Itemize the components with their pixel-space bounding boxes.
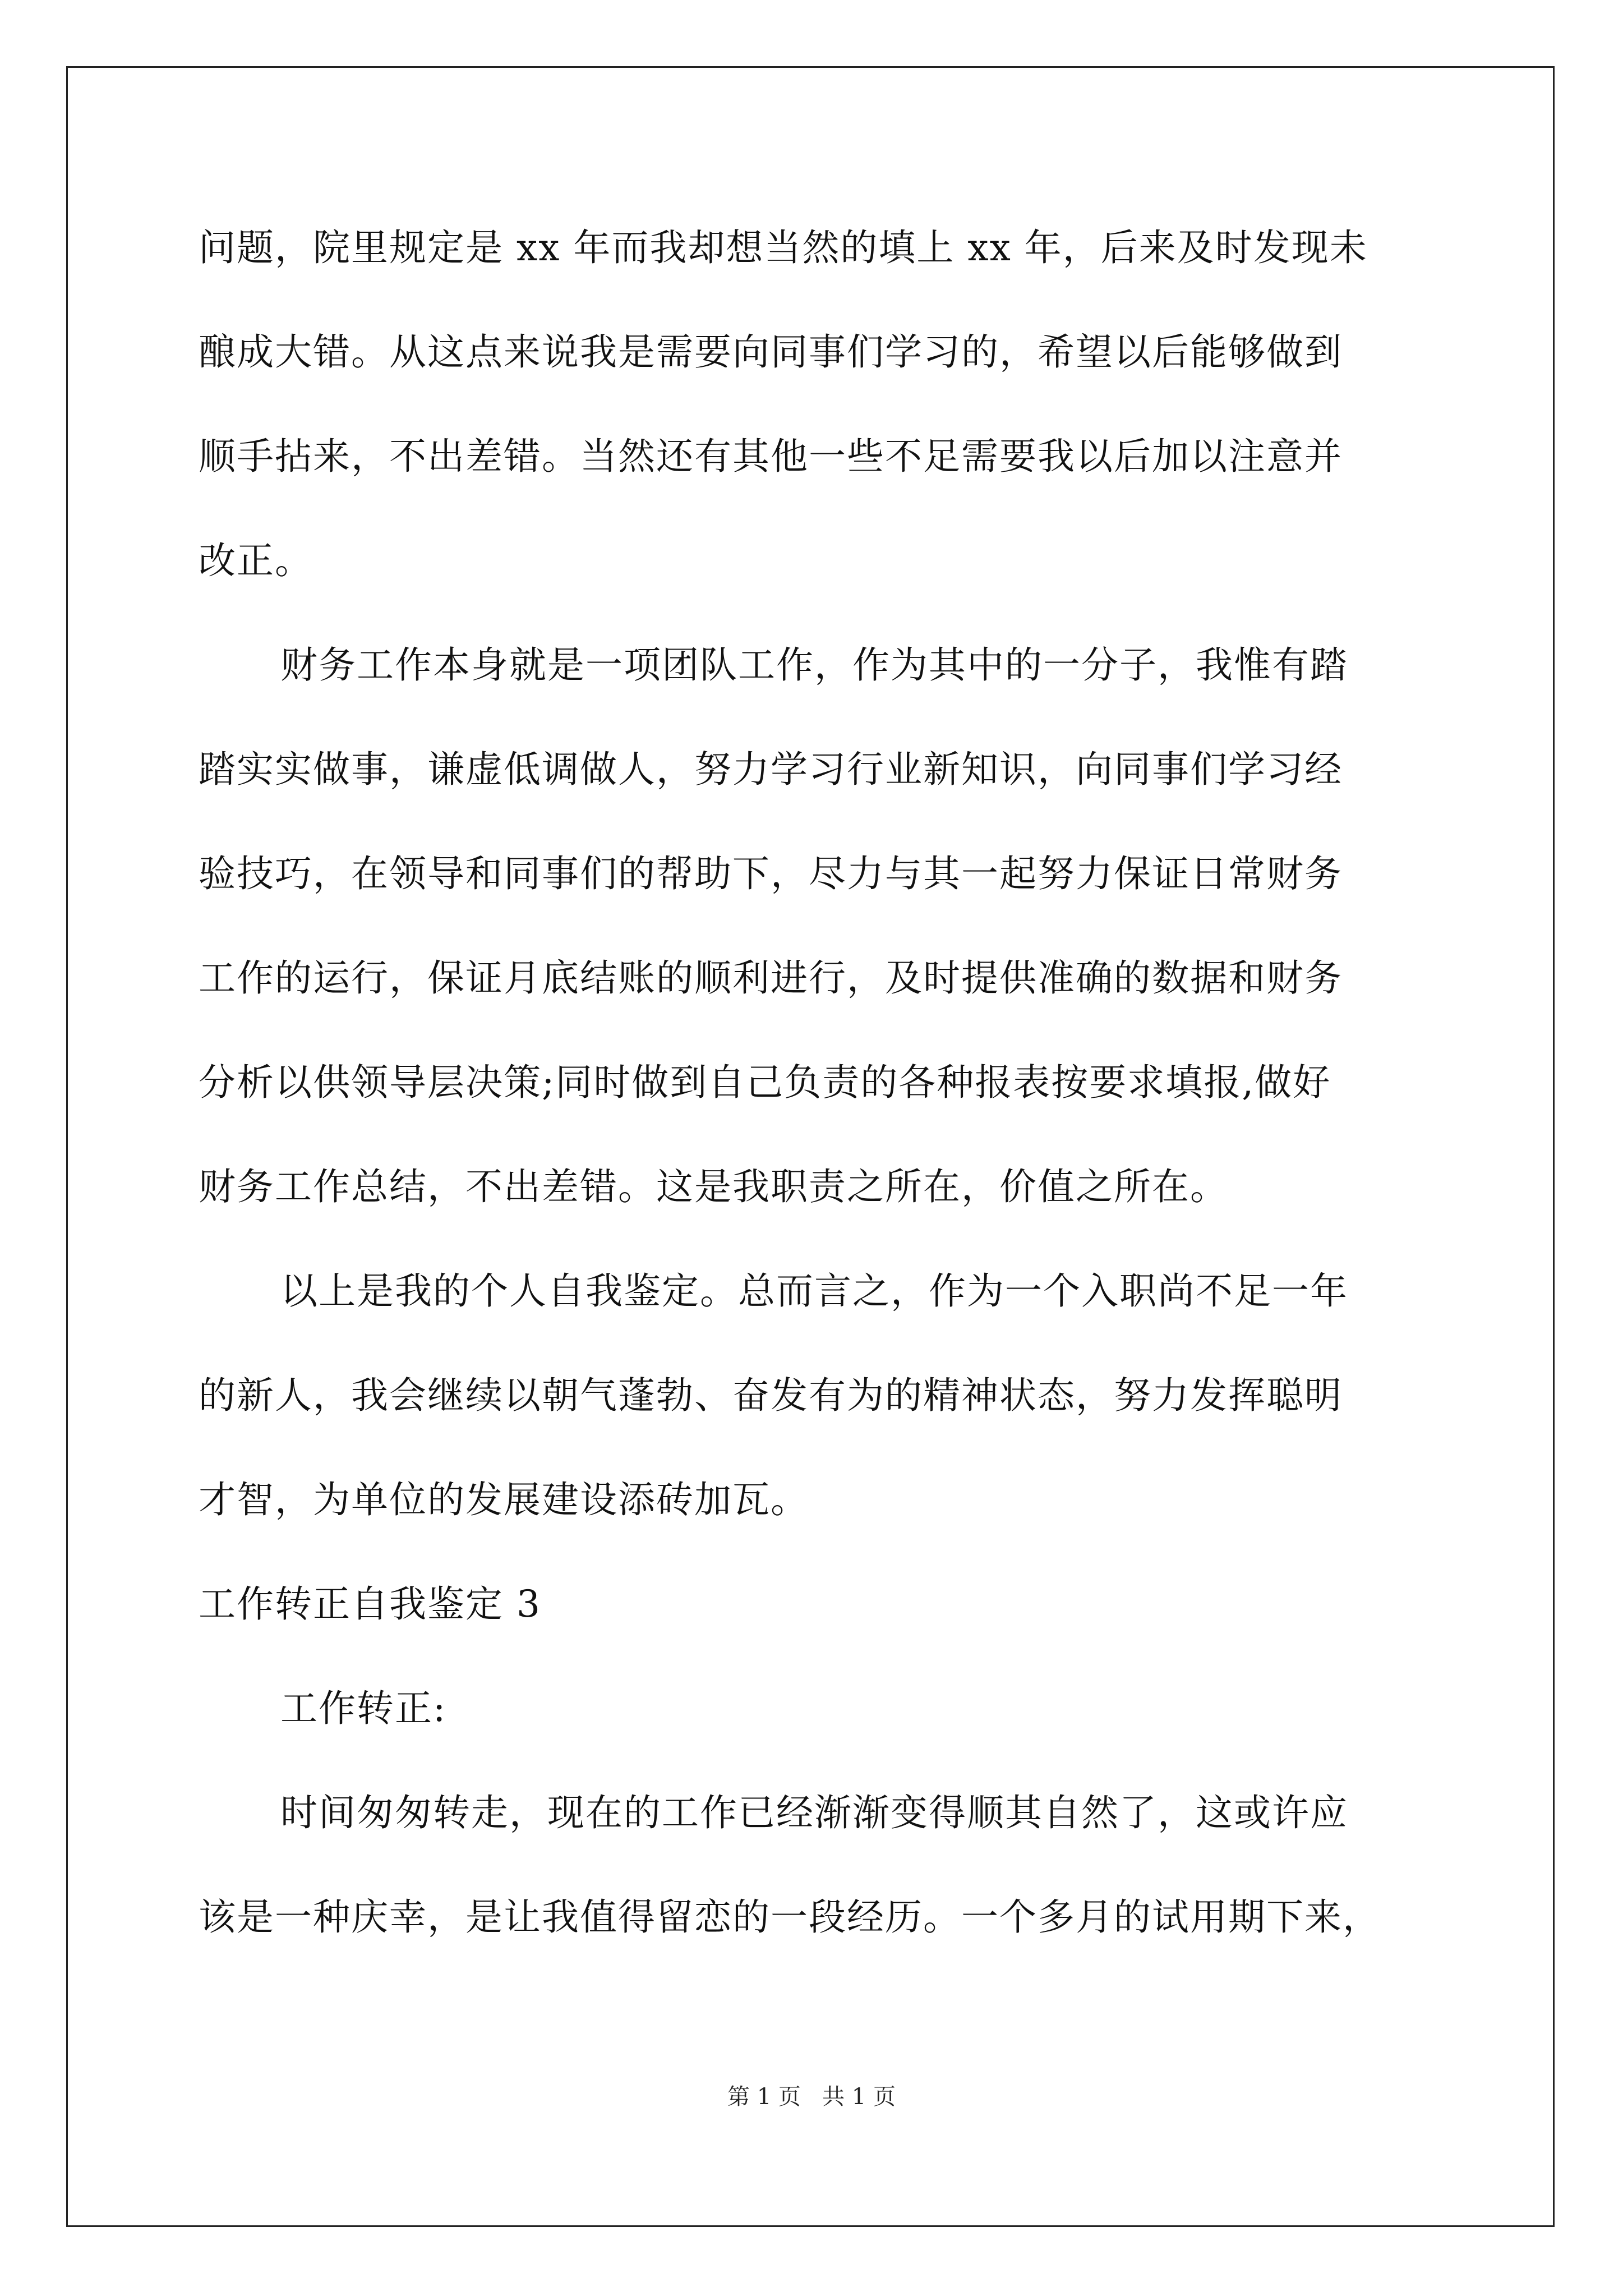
- document-body: [199, 213, 1424, 1987]
- paragraph-line: 验技巧，在领导和同事们的帮助下，尽力与其一起努力保证日常财务: [199, 852, 1343, 895]
- paragraph-line: 才智，为单位的发展建设添砖加瓦。: [199, 1478, 809, 1521]
- paragraph-line: 财务工作总结，不出差错。这是我职责之所在，价值之所在。: [199, 1165, 1228, 1208]
- paragraph-line: 分析以供领导层决策;同时做到自己负责的各种报表按要求填报,做好: [199, 1061, 1331, 1104]
- paragraph-line: 的新人，我会继续以朝气蓬勃、奋发有为的精神状态，努力发挥聪明: [199, 1374, 1343, 1417]
- page-footer: 第 1 页 共 1 页: [727, 2084, 896, 2110]
- paragraph-line: 顺手拈来，不出差错。当然还有其他一些不足需要我以后加以注意并: [199, 435, 1343, 478]
- section-heading: 工作转正自我鉴定 3: [199, 1582, 541, 1626]
- paragraph-line: 改正。: [199, 539, 313, 582]
- paragraph-line: 踏实实做事，谦虚低调做人，努力学习行业新知识，向同事们学习经: [199, 748, 1343, 791]
- paragraph-line: 以上是我的个人自我鉴定。总而言之，作为一个入职尚不足一年: [280, 1269, 1348, 1313]
- paragraph-line: 酿成大错。从这点来说我是需要向同事们学习的，希望以后能够做到: [199, 330, 1343, 374]
- paragraph-line: 财务工作本身就是一项团队工作，作为其中的一分子，我惟有踏: [280, 643, 1348, 687]
- paragraph-line: 该是一种庆幸，是让我值得留恋的一段经历。一个多月的试用期下来，: [199, 1895, 1381, 1939]
- sub-heading: 工作转正:: [280, 1687, 447, 1730]
- paragraph-line: 问题，院里规定是 xx 年而我却想当然的填上 xx 年，后来及时发现未: [199, 226, 1368, 269]
- paragraph-line: 工作的运行，保证月底结账的顺利进行，及时提供准确的数据和财务: [199, 956, 1343, 1000]
- paragraph-line: 时间匆匆转走，现在的工作已经渐渐变得顺其自然了，这或许应: [280, 1791, 1348, 1834]
